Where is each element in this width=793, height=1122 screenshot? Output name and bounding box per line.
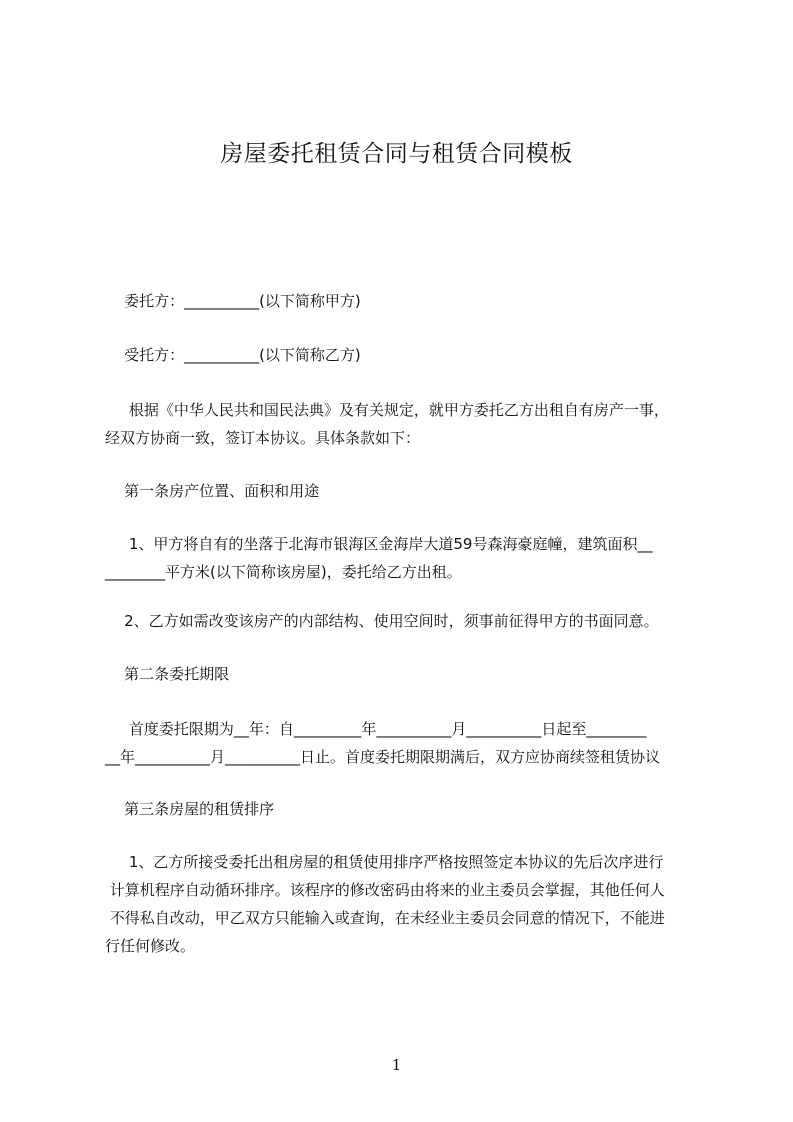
text-line: 行任何修改。 — [105, 937, 196, 955]
preamble-paragraph — [105, 396, 705, 452]
article-2-clause — [105, 715, 705, 771]
text-line: 首度委托限期为__年：自_________年__________月__________日起至________ — [105, 720, 647, 738]
text-line: 第二条委托期限 — [105, 665, 230, 683]
text-line: 第三条房屋的租赁排序 — [105, 800, 275, 818]
text-line: 第一条房产位置、面积和用途 — [105, 482, 320, 500]
text-line: 根据《中华人民共和国民法典》及有关规定，就甲方委托乙方出租自有房产一事， — [105, 401, 669, 419]
text-line: 受托方：__________(以下简称乙方) — [105, 346, 361, 364]
text-line: 计算机程序自动循环排序。该程序的修改密码由将来的业主委员会掌握，其他任何人 — [105, 881, 665, 899]
text-line: ________平方米(以下简称该房屋)，委托给乙方出租。 — [105, 563, 462, 581]
text-line: 2、乙方如需改变该房产的内部结构、使用空间时，须事前征得甲方的书面同意。 — [105, 612, 659, 630]
text-line: __年__________月__________日止。首度委托期限期满后，双方应协商续签租赁协议 — [105, 748, 661, 766]
article-1-clause-1 — [105, 530, 705, 586]
text-line: 1、甲方将自有的坐落于北海市银海区金海岸大道59号森海豪庭幢，建筑面积__ — [105, 535, 653, 553]
article-2-heading — [105, 660, 705, 688]
text-line: 不得私自改动，甲乙双方只能输入或查询，在未经业主委员会同意的情况下，不能进 — [105, 909, 665, 927]
principal-party-line — [105, 287, 705, 315]
text-line: 委托方：__________(以下简称甲方) — [105, 292, 361, 310]
document-title: 房屋委托租赁合同与租赁合同模板 — [220, 141, 573, 167]
text-line: 经双方协商一致，签订本协议。具体条款如下： — [105, 429, 421, 447]
article-3-clause-1 — [105, 848, 705, 960]
text-line: 1、乙方所接受委托出租房屋的租赁使用排序严格按照签定本协议的先后次序进行 — [105, 853, 664, 871]
article-3-heading — [105, 795, 705, 823]
article-1-heading — [105, 477, 705, 505]
agent-party-line — [105, 341, 705, 369]
page-number: 1 — [391, 1056, 402, 1074]
article-1-clause-2 — [105, 607, 705, 635]
